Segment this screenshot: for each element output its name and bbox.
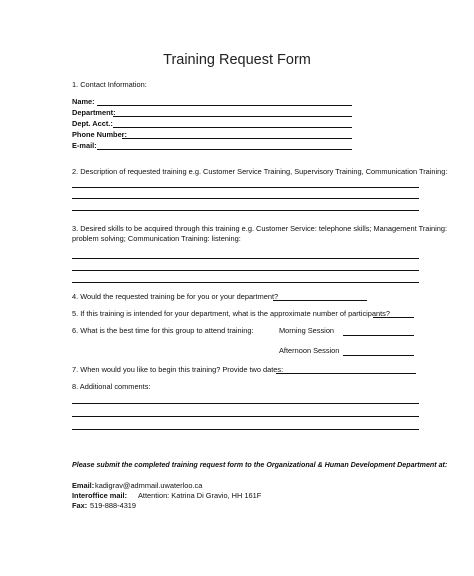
footer-email-label: Email: bbox=[72, 481, 95, 490]
email-field[interactable] bbox=[97, 149, 352, 150]
q8-answer-line-3[interactable] bbox=[72, 429, 419, 430]
phone-number-field[interactable] bbox=[122, 138, 352, 139]
afternoon-session-field[interactable] bbox=[343, 355, 414, 356]
department-field[interactable] bbox=[113, 116, 352, 117]
dept-acct-field[interactable] bbox=[113, 127, 352, 128]
name-field[interactable] bbox=[97, 105, 352, 106]
footer-interoffice-label: Interoffice mail: bbox=[72, 491, 128, 500]
department-label: Department: bbox=[72, 108, 116, 117]
phone-number-label: Phone Number: bbox=[72, 130, 128, 139]
q5-label: 5. If this training is intended for your department, what is the approximate number of participants? bbox=[72, 309, 390, 318]
q2-answer-line-3[interactable] bbox=[72, 210, 419, 211]
name-label: Name: bbox=[72, 97, 95, 106]
q8-answer-line-1[interactable] bbox=[72, 403, 419, 404]
q6-label: 6. What is the best time for this group to attend training: bbox=[72, 326, 254, 335]
footer-email-value[interactable]: kadigrav@admmail.uwaterloo.ca bbox=[95, 481, 203, 490]
q3-skills-label-line1: 3. Desired skills to be acquired through this training e.g. Customer Service: telephone skills; Management Training: bbox=[72, 224, 448, 233]
q3-answer-line-3[interactable] bbox=[72, 282, 419, 283]
footer-fax-label: Fax: bbox=[72, 501, 88, 510]
q4-label: 4. Would the requested training be for you or your department? bbox=[72, 292, 279, 301]
q2-answer-line-1[interactable] bbox=[72, 187, 419, 188]
form-title: Training Request Form bbox=[163, 52, 311, 68]
q8-answer-line-2[interactable] bbox=[72, 416, 419, 417]
q8-label: 8. Additional comments: bbox=[72, 382, 151, 391]
q5-answer-field[interactable] bbox=[373, 317, 414, 318]
footer-interoffice-value: Attention: Katrina Di Gravio, HH 161F bbox=[138, 491, 262, 500]
q3-answer-line-1[interactable] bbox=[72, 258, 419, 259]
q3-answer-line-2[interactable] bbox=[72, 270, 419, 271]
q4-answer-field[interactable] bbox=[273, 300, 367, 301]
email-label: E-mail: bbox=[72, 141, 97, 150]
q3-skills-label-line2: problem solving; Communication Training: listening: bbox=[72, 234, 241, 243]
morning-session-label: Morning Session bbox=[279, 326, 335, 335]
contact-info-heading: 1. Contact Information: bbox=[72, 80, 147, 89]
afternoon-session-label: Afternoon Session bbox=[279, 346, 340, 355]
footer-fax-value: 519-888-4319 bbox=[90, 501, 137, 510]
dept-acct-label: Dept. Acct.: bbox=[72, 119, 113, 128]
q7-label: 7. When would you like to begin this training? Provide two dates: bbox=[72, 365, 284, 374]
q2-answer-line-2[interactable] bbox=[72, 198, 419, 199]
q2-description-label: 2. Description of requested training e.g. Customer Service Training, Supervisory Training, Communication Training: bbox=[72, 167, 448, 176]
morning-session-field[interactable] bbox=[343, 335, 414, 336]
q7-dates-field[interactable] bbox=[276, 373, 416, 374]
submission-instruction: Please submit the completed training request form to the Organizational & Human Development Department at: bbox=[72, 461, 448, 469]
